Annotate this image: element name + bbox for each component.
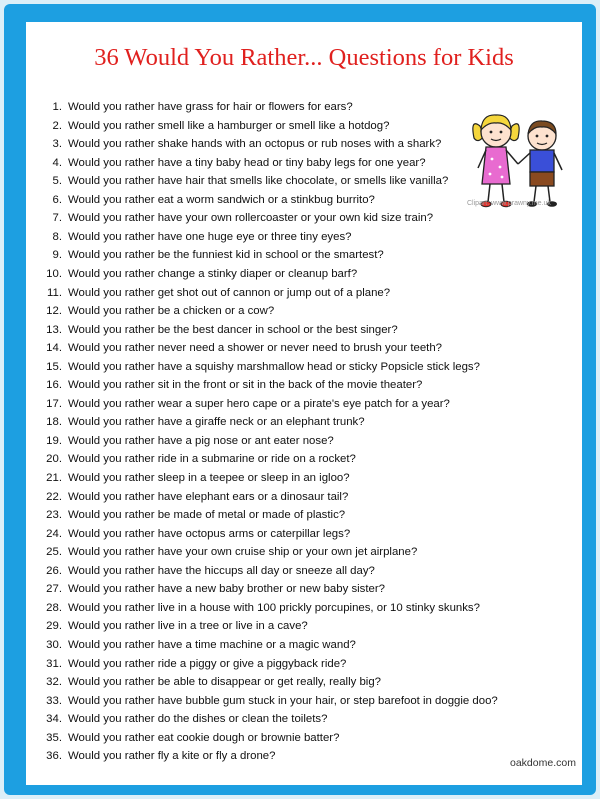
question-text: Would you rather have elephant ears or a dinosaur tail?: [68, 490, 349, 503]
question-number: 36.: [46, 750, 62, 763]
kids-holding-hands-illustration: [466, 104, 572, 214]
question-text: Would you rather have bubble gum stuck in your hair, or step barefoot in doggie doo?: [68, 694, 498, 707]
question-text: Would you rather wear a super hero cape or a pirate's eye patch for a year?: [68, 397, 450, 410]
question-text: Would you rather have a new baby brother or new baby sister?: [68, 583, 386, 596]
question-text: Would you rather sit in the front or sit in the back of the movie theater?: [68, 379, 423, 392]
question-text: Would you rather have one huge eye or three tiny eyes?: [68, 230, 352, 243]
question-text: Would you rather change a stinky diaper or cleanup barf?: [68, 267, 358, 280]
question-text: Would you rather have a giraffe neck or an elephant trunk?: [68, 416, 365, 429]
question-number: 16.: [46, 379, 62, 392]
question-number: 29.: [46, 620, 62, 633]
question-number: 19.: [46, 434, 62, 447]
question-text: Would you rather ride a piggy or give a piggyback ride?: [68, 657, 347, 670]
question-text: Would you rather have your own cruise ship or your own jet airplane?: [68, 546, 418, 559]
question-number: 1.: [52, 101, 62, 113]
question-number: 14.: [46, 342, 62, 355]
question-text: Would you rather have a tiny baby head or tiny baby legs for one year?: [68, 156, 426, 169]
question-number: 4.: [52, 156, 62, 169]
worksheet-page: [26, 22, 582, 785]
question-text: Would you rather have grass for hair or flowers for ears?: [68, 101, 353, 113]
girl-figure: [473, 115, 519, 207]
blue-border-frame: [4, 4, 596, 795]
question-text: Would you rather have the hiccups all day or sneeze all day?: [68, 564, 375, 577]
question-number: 20.: [46, 453, 62, 466]
question-text: Would you rather live in a house with 100 prickly porcupines, or 10 stinky skunks?: [68, 601, 480, 614]
question-number: 13.: [46, 323, 62, 336]
question-number: 9.: [52, 249, 62, 262]
question-number: 27.: [46, 583, 62, 596]
question-text: Would you rather shake hands with an octopus or rub noses with a shark?: [68, 138, 442, 151]
question-number: 6.: [52, 193, 62, 206]
question-text: Would you rather have a squishy marshmallow head or sticky Popsicle stick legs?: [68, 360, 480, 373]
question-number: 18.: [46, 416, 62, 429]
question-number: 24.: [46, 527, 62, 540]
boy-figure: [518, 121, 562, 207]
question-number: 5.: [52, 175, 62, 188]
question-text: Would you rather be the funniest kid in school or the smartest?: [68, 249, 384, 262]
question-text: Would you rather eat cookie dough or brownie batter?: [68, 731, 340, 744]
question-number: 22.: [46, 490, 62, 503]
clipart-credit: Clipart: www.prawny.me.uk: [467, 200, 551, 207]
question-text: Would you rather ride in a submarine or ride on a rocket?: [68, 453, 356, 466]
site-brand: oakdome.com: [510, 757, 576, 769]
question-number: 34.: [46, 713, 62, 726]
question-number: 3.: [52, 138, 62, 151]
question-number: 10.: [46, 267, 62, 280]
question-number: 15.: [46, 360, 62, 373]
question-text: Would you rather be a chicken or a cow?: [68, 305, 275, 318]
question-number: 31.: [46, 657, 62, 670]
question-number: 2.: [52, 119, 62, 132]
question-text: Would you rather smell like a hamburger or smell like a hotdog?: [68, 119, 390, 132]
question-text: Would you rather eat a worm sandwich or a stinkbug burrito?: [68, 193, 375, 206]
question-text: Would you rather have a time machine or a magic wand?: [68, 638, 356, 651]
question-text: Would you rather sleep in a teepee or sleep in an igloo?: [68, 472, 350, 484]
question-text: Would you rather have hair that smells like chocolate, or smells like vanilla?: [68, 175, 449, 188]
question-text: Would you rather be the best dancer in school or the best singer?: [68, 323, 398, 336]
question-text: Would you rather be able to disappear or get really, really big?: [68, 676, 382, 689]
question-text: Would you rather have octopus arms or caterpillar legs?: [68, 527, 351, 540]
question-number: 11.: [47, 286, 62, 299]
question-number: 32.: [46, 676, 62, 689]
question-text: Would you rather have your own rollercoaster or your own kid size train?: [68, 212, 434, 225]
question-number: 21.: [46, 472, 62, 484]
question-text: Would you rather live in a tree or live in a cave?: [68, 620, 308, 633]
question-number: 8.: [52, 230, 62, 243]
question-text: Would you rather have a pig nose or ant eater nose?: [68, 434, 334, 447]
question-text: Would you rather get shot out of cannon or jump out of a plane?: [68, 286, 391, 299]
question-number: 26.: [46, 564, 62, 577]
question-number: 7.: [52, 212, 62, 225]
question-number: 12.: [46, 305, 62, 318]
question-text: Would you rather fly a kite or fly a drone?: [68, 750, 276, 763]
question-text: Would you rather be made of metal or made of plastic?: [68, 509, 346, 522]
question-number: 28.: [46, 601, 62, 614]
question-number: 35.: [46, 731, 62, 744]
question-number: 25.: [46, 546, 62, 559]
page-title: 36 Would You Rather... Questions for Kids: [94, 44, 514, 71]
question-number: 30.: [46, 638, 62, 651]
question-text: Would you rather do the dishes or clean the toilets?: [68, 713, 328, 726]
question-text: Would you rather never need a shower or never need to brush your teeth?: [68, 342, 443, 355]
question-number: 17.: [46, 397, 62, 410]
question-number: 23.: [46, 509, 62, 522]
question-number: 33.: [46, 694, 62, 707]
